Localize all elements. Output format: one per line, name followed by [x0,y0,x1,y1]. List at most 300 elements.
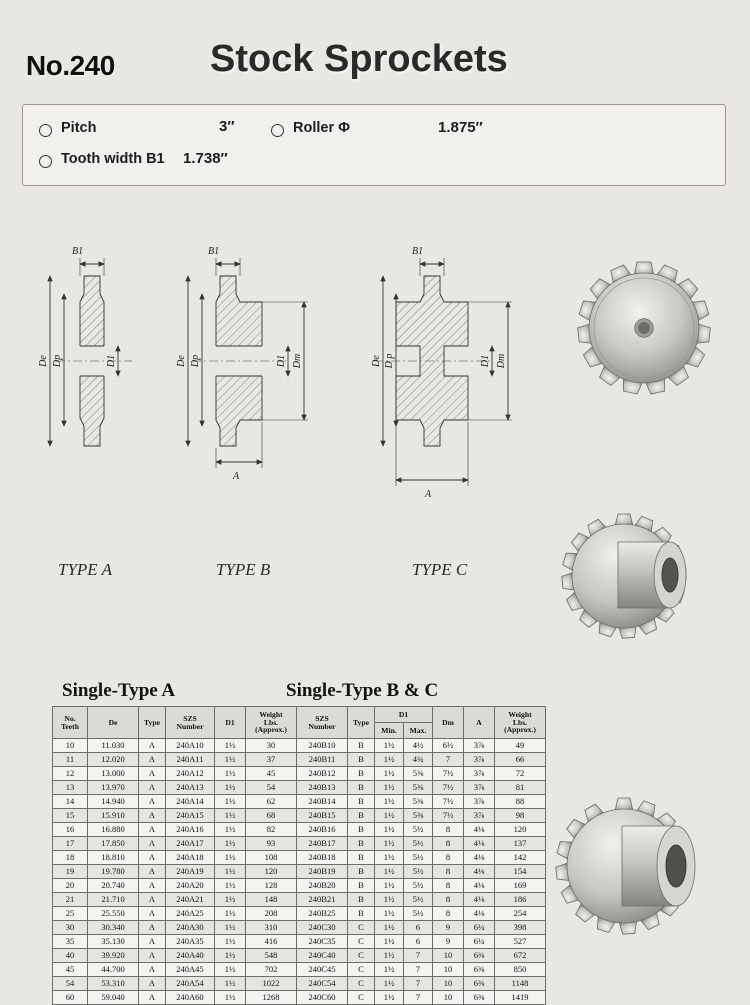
tooth-width-bullet-icon [39,155,52,168]
cell-type-bc: C [348,935,375,949]
cell-type-a: A [139,893,166,907]
cell-d1-a: 1½ [215,991,246,1005]
table-row [53,795,546,809]
cell-d1-a: 1½ [215,753,246,767]
cell-szs-bc: 240C35 [297,935,348,949]
cell-no-teeth: 25 [53,907,88,921]
cell-no-teeth: 10 [53,739,88,753]
cell-a: 6⅜ [464,949,495,963]
cell-d1-min: 1½ [375,921,404,935]
cell-szs-a: 240A21 [166,893,215,907]
cell-no-teeth: 20 [53,879,88,893]
table-body [53,739,546,1005]
cell-type-a: A [139,879,166,893]
cell-de: 15.910 [88,809,139,823]
cell-weight-a: 30 [246,739,297,753]
cell-type-bc: B [348,865,375,879]
cell-d1-max: 7 [404,977,433,991]
cell-d1-max: 5½ [404,879,433,893]
cell-d1-max: 5½ [404,851,433,865]
dim-label-dp-b: Dp [190,354,201,368]
cell-type-bc: B [348,851,375,865]
cell-weight-a: 1268 [246,991,297,1005]
table-row [53,851,546,865]
cell-type-a: A [139,977,166,991]
cell-szs-a: 240A20 [166,879,215,893]
cell-weight-a: 45 [246,767,297,781]
cell-weight-bc: 254 [495,907,546,921]
cell-d1-min: 1½ [375,851,404,865]
page-title: Stock Sprockets [210,38,508,80]
cell-szs-a: 240A40 [166,949,215,963]
cell-type-a: A [139,781,166,795]
cell-d1-max: 5½ [404,865,433,879]
cell-d1-min: 1½ [375,977,404,991]
dim-label-de-b: De [176,355,187,367]
cell-szs-bc: 240B17 [297,837,348,851]
cell-d1-min: 1½ [375,907,404,921]
page-header [0,24,750,84]
th-d1-a: D1 [215,707,246,739]
cell-d1-min: 1½ [375,865,404,879]
cell-d1-a: 1½ [215,795,246,809]
table-row [53,893,546,907]
cell-type-bc: C [348,977,375,991]
cell-dm: 8 [433,907,464,921]
cell-szs-bc: 240B20 [297,879,348,893]
cell-szs-bc: 240B18 [297,851,348,865]
cell-d1-min: 1½ [375,893,404,907]
cell-d1-max: 5⅜ [404,767,433,781]
cell-d1-a: 1½ [215,921,246,935]
cell-weight-bc: 81 [495,781,546,795]
cell-dm: 10 [433,963,464,977]
cell-dm: 8 [433,865,464,879]
cell-type-a: A [139,739,166,753]
dim-label-b1-a: B1 [72,246,84,257]
cell-weight-bc: 850 [495,963,546,977]
cell-type-a: A [139,921,166,935]
cell-type-a: A [139,935,166,949]
cell-a: 4⅛ [464,837,495,851]
cell-a: 3⅞ [464,739,495,753]
cell-type-a: A [139,753,166,767]
cell-de: 14.940 [88,795,139,809]
cell-weight-a: 416 [246,935,297,949]
cell-weight-a: 68 [246,809,297,823]
cell-d1-a: 1½ [215,907,246,921]
cell-weight-bc: 72 [495,767,546,781]
cell-dm: 10 [433,991,464,1005]
cell-d1-a: 1½ [215,977,246,991]
cell-d1-max: 5½ [404,823,433,837]
cell-de: 20.740 [88,879,139,893]
th-d1-min: Min. [375,723,404,739]
cell-dm: 7½ [433,809,464,823]
cell-de: 39.920 [88,949,139,963]
cell-type-bc: B [348,907,375,921]
cell-d1-min: 1½ [375,753,404,767]
cell-no-teeth: 18 [53,851,88,865]
cell-d1-min: 1½ [375,767,404,781]
cell-szs-bc: 240B25 [297,907,348,921]
cell-d1-min: 1½ [375,991,404,1005]
cell-szs-a: 240A12 [166,767,215,781]
cell-weight-bc: 120 [495,823,546,837]
cell-type-a: A [139,823,166,837]
dim-label-d1-c: D1 [480,354,491,368]
cell-d1-a: 1½ [215,739,246,753]
cell-d1-a: 1½ [215,851,246,865]
dim-label-b1-b: B1 [208,246,220,257]
table-row [53,809,546,823]
cell-weight-bc: 154 [495,865,546,879]
table-row [53,879,546,893]
th-type-a: Type [139,707,166,739]
cell-d1-max: 7 [404,949,433,963]
cell-a: 6⅜ [464,991,495,1005]
cell-d1-a: 1½ [215,809,246,823]
dim-label-d1-a: D1 [106,354,117,368]
cell-type-a: A [139,865,166,879]
cell-szs-bc: 240B15 [297,809,348,823]
type-c-label: TYPE C [412,560,468,579]
cell-no-teeth: 30 [53,921,88,935]
cell-no-teeth: 19 [53,865,88,879]
cell-no-teeth: 54 [53,977,88,991]
sprocket-photo-hub [552,500,736,650]
cell-de: 35.130 [88,935,139,949]
cell-d1-max: 5½ [404,907,433,921]
cell-weight-bc: 398 [495,921,546,935]
cell-szs-a: 240A35 [166,935,215,949]
cell-dm: 10 [433,977,464,991]
pitch-label: Pitch [61,120,97,136]
cell-d1-min: 1½ [375,837,404,851]
cell-de: 16.880 [88,823,139,837]
cell-a: 3⅞ [464,795,495,809]
cell-a: 6¼ [464,921,495,935]
cell-d1-min: 1½ [375,879,404,893]
cell-d1-a: 1½ [215,935,246,949]
cell-de: 25.550 [88,907,139,921]
cell-no-teeth: 60 [53,991,88,1005]
dim-label-dp-c: D p [384,353,395,369]
th-weight-bc: Weight Lbs. (Approx.) [495,707,546,739]
cell-weight-a: 1022 [246,977,297,991]
cell-szs-a: 240A54 [166,977,215,991]
cell-weight-a: 702 [246,963,297,977]
cell-d1-a: 1½ [215,823,246,837]
cell-szs-bc: 240B12 [297,767,348,781]
cell-szs-a: 240A18 [166,851,215,865]
cell-szs-bc: 240C54 [297,977,348,991]
dim-label-d1-b: D1 [276,354,287,368]
th-szs-number-bc: SZS Number [297,707,348,739]
table-row [53,837,546,851]
table-row [53,767,546,781]
th-no-teeth: No. Teeth [53,707,88,739]
cell-a: 4⅛ [464,893,495,907]
cell-dm: 8 [433,823,464,837]
cell-type-bc: B [348,893,375,907]
cell-d1-min: 1½ [375,795,404,809]
pitch-value: 3″ [219,118,235,135]
cell-szs-a: 240A15 [166,809,215,823]
tooth-width-label: Tooth width B1 [61,151,165,167]
cell-no-teeth: 35 [53,935,88,949]
cell-type-bc: B [348,781,375,795]
cell-dm: 8 [433,837,464,851]
cell-d1-a: 1½ [215,781,246,795]
table-row [53,963,546,977]
cell-a: 4⅛ [464,865,495,879]
cell-no-teeth: 45 [53,963,88,977]
cell-dm: 6½ [433,739,464,753]
cell-szs-a: 240A60 [166,991,215,1005]
cell-d1-a: 1½ [215,837,246,851]
cell-type-a: A [139,991,166,1005]
cell-szs-a: 240A45 [166,963,215,977]
th-dm: Dm [433,707,464,739]
cell-szs-bc: 240C60 [297,991,348,1005]
cell-weight-a: 62 [246,795,297,809]
cell-type-bc: B [348,767,375,781]
tooth-width-value: 1.738″ [183,150,228,167]
cell-de: 18.810 [88,851,139,865]
cell-type-a: A [139,963,166,977]
cell-de: 13.970 [88,781,139,795]
cell-no-teeth: 16 [53,823,88,837]
cell-d1-max: 4¾ [404,753,433,767]
cell-d1-max: 5½ [404,893,433,907]
cell-type-a: A [139,767,166,781]
cell-type-a: A [139,949,166,963]
cell-de: 59.040 [88,991,139,1005]
cell-d1-a: 1½ [215,879,246,893]
cell-type-bc: B [348,879,375,893]
cell-type-bc: C [348,949,375,963]
cell-d1-min: 1½ [375,809,404,823]
table-row [53,935,546,949]
sprocket-table [52,706,546,1005]
cell-weight-a: 93 [246,837,297,851]
cell-weight-bc: 186 [495,893,546,907]
cell-dm: 7½ [433,781,464,795]
technical-drawings [0,236,560,586]
cell-szs-a: 240A14 [166,795,215,809]
table-title-single-type-a: Single-Type A [62,680,176,701]
cell-szs-bc: 240B13 [297,781,348,795]
dim-label-dm-b: Dm [292,353,303,369]
cell-type-a: A [139,795,166,809]
cell-szs-bc: 240C40 [297,949,348,963]
roller-bullet-icon [271,124,284,137]
cell-type-bc: C [348,991,375,1005]
cell-a: 4⅛ [464,907,495,921]
cell-weight-a: 208 [246,907,297,921]
th-de: De [88,707,139,739]
cell-weight-bc: 527 [495,935,546,949]
cell-szs-a: 240A25 [166,907,215,921]
cell-weight-bc: 88 [495,795,546,809]
cell-dm: 7½ [433,795,464,809]
dim-label-a-c: A [425,489,432,500]
cell-no-teeth: 13 [53,781,88,795]
cell-weight-bc: 1148 [495,977,546,991]
cell-a: 6⅜ [464,963,495,977]
cell-weight-a: 548 [246,949,297,963]
cell-dm: 10 [433,949,464,963]
cell-de: 53.310 [88,977,139,991]
spec-panel [22,104,726,186]
table-row [53,753,546,767]
cell-no-teeth: 21 [53,893,88,907]
dim-label-a-b: A [233,471,240,482]
roller-value: 1.875″ [438,119,483,136]
cell-d1-min: 1½ [375,781,404,795]
dim-label-dm-c: Dm [496,353,507,369]
cell-de: 19.780 [88,865,139,879]
cell-weight-a: 148 [246,893,297,907]
cell-weight-bc: 169 [495,879,546,893]
dim-label-de-a: De [38,355,49,367]
table-row [53,991,546,1005]
cell-d1-max: 7 [404,963,433,977]
cell-a: 3⅞ [464,753,495,767]
cell-type-a: A [139,851,166,865]
cell-de: 21.710 [88,893,139,907]
cell-weight-a: 120 [246,865,297,879]
cell-dm: 7½ [433,767,464,781]
roller-label: Roller Φ [293,120,351,136]
table-row [53,823,546,837]
cell-de: 13.000 [88,767,139,781]
cell-weight-a: 37 [246,753,297,767]
cell-type-a: A [139,837,166,851]
table-row [53,921,546,935]
page-title-number: No.240 [26,50,115,81]
cell-d1-min: 1½ [375,949,404,963]
table-row [53,739,546,753]
cell-dm: 9 [433,935,464,949]
th-d1-group: D1 [375,707,433,723]
cell-a: 4⅛ [464,851,495,865]
cell-a: 3⅞ [464,781,495,795]
cell-d1-max: 5⅜ [404,809,433,823]
cell-d1-max: 5⅜ [404,795,433,809]
cell-d1-max: 5⅜ [404,781,433,795]
cell-dm: 7 [433,753,464,767]
cell-no-teeth: 40 [53,949,88,963]
cell-type-bc: B [348,823,375,837]
cell-d1-min: 1½ [375,935,404,949]
cell-a: 4⅛ [464,823,495,837]
cell-d1-max: 4½ [404,739,433,753]
cell-dm: 8 [433,879,464,893]
cell-szs-a: 240A17 [166,837,215,851]
cell-weight-bc: 672 [495,949,546,963]
cell-d1-max: 6 [404,921,433,935]
cell-type-a: A [139,907,166,921]
cell-weight-bc: 137 [495,837,546,851]
pitch-bullet-icon [39,124,52,137]
cell-d1-a: 1½ [215,767,246,781]
cell-weight-a: 128 [246,879,297,893]
cell-de: 11.030 [88,739,139,753]
cell-no-teeth: 15 [53,809,88,823]
cell-szs-bc: 240C30 [297,921,348,935]
cell-d1-a: 1½ [215,949,246,963]
cell-no-teeth: 14 [53,795,88,809]
cell-type-a: A [139,809,166,823]
cell-d1-a: 1½ [215,893,246,907]
cell-weight-bc: 98 [495,809,546,823]
th-type-bc: Type [348,707,375,739]
cell-szs-bc: 240B11 [297,753,348,767]
cell-type-bc: C [348,963,375,977]
sprocket-photo-plain [556,258,732,398]
cell-de: 30.340 [88,921,139,935]
table-header [53,707,546,739]
table-title-single-type-bc: Single-Type B & C [286,680,439,701]
cell-a: 3⅞ [464,767,495,781]
cell-szs-a: 240A13 [166,781,215,795]
cell-dm: 9 [433,921,464,935]
cell-a: 6¼ [464,935,495,949]
sprocket-photo-hub-large [552,786,740,946]
table-header-row-1 [53,707,546,723]
cell-szs-a: 240A19 [166,865,215,879]
cell-weight-a: 310 [246,921,297,935]
cell-szs-a: 240A10 [166,739,215,753]
cell-d1-max: 7 [404,991,433,1005]
cell-type-bc: B [348,739,375,753]
cell-weight-a: 82 [246,823,297,837]
type-b-label: TYPE B [216,560,271,579]
cell-szs-bc: 240B19 [297,865,348,879]
cell-szs-bc: 240B14 [297,795,348,809]
cell-d1-a: 1½ [215,865,246,879]
cell-szs-a: 240A11 [166,753,215,767]
table-row [53,865,546,879]
cell-d1-a: 1½ [215,963,246,977]
cell-szs-a: 240A30 [166,921,215,935]
table-row [53,907,546,921]
cell-de: 17.850 [88,837,139,851]
cell-d1-max: 5½ [404,837,433,851]
cell-weight-a: 108 [246,851,297,865]
table-row [53,781,546,795]
cell-no-teeth: 12 [53,767,88,781]
cell-szs-bc: 240B16 [297,823,348,837]
th-a: A [464,707,495,739]
cell-d1-max: 6 [404,935,433,949]
cell-no-teeth: 11 [53,753,88,767]
cell-weight-a: 54 [246,781,297,795]
cell-type-bc: B [348,837,375,851]
cell-dm: 8 [433,851,464,865]
drawing-svg [0,236,560,586]
cell-a: 3⅞ [464,809,495,823]
cell-de: 44.700 [88,963,139,977]
th-szs-number-a: SZS Number [166,707,215,739]
dim-label-de-c: De [371,355,382,367]
cell-szs-bc: 240C45 [297,963,348,977]
cell-d1-min: 1½ [375,739,404,753]
cell-szs-a: 240A16 [166,823,215,837]
cell-a: 4⅛ [464,879,495,893]
